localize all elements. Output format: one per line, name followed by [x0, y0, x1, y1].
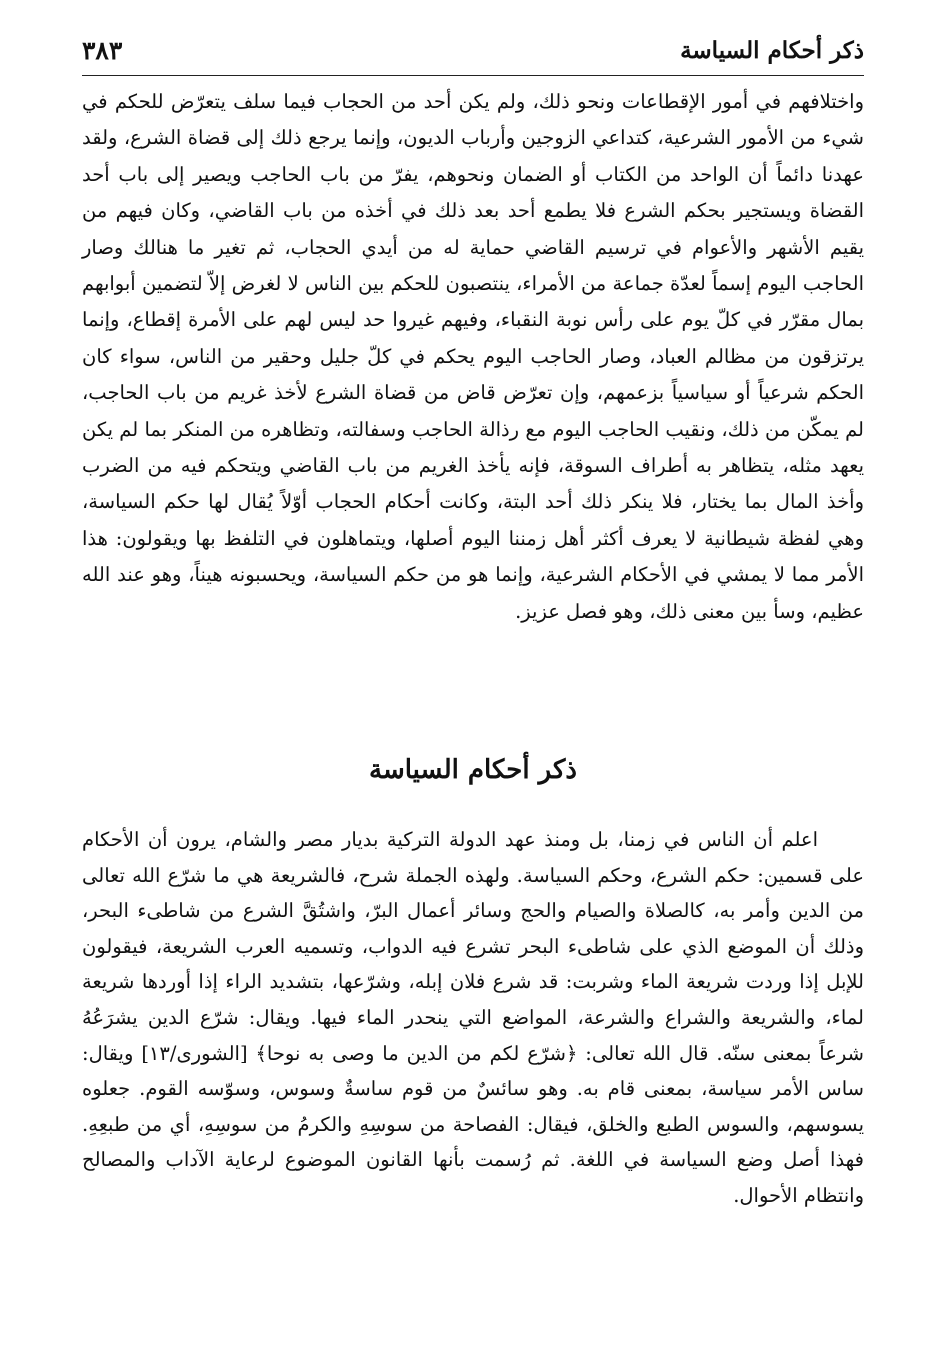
page-header	[82, 28, 864, 72]
section-title: ذكر أحكام السياسة	[369, 755, 577, 785]
body-paragraph-1: واختلافهم في أمور الإقطاعات ونحو ذلك، ولم يكن أحد من الحجاب فيما سلف يتعرّض للحكم في شيء من الأمور الشرعية، كتداعي الزوجين وأرباب الديون، وإنما يرجع ذلك إلى قضاة الشرع، ولقد عهدنا دائماً أن الواحد من الكتاب أو الضمان ونحوهم، يفرّ من باب الحاجب ويصير إلى باب أحد القضاة ويستجير بحكم الشرع فلا يطمع أحد بعد ذلك في أخذه من باب القاضي، وكان فيهم من يقيم الأشهر والأعوام في ترسيم القاضي حماية له من أيدي الحجاب، ثم تغير ما هنالك وصار الحاجب اليوم إسماً لعدّة جماعة من الأمراء، ينتصبون للحكم بين الناس لا لغرض إلاّ لتضمين أبوابهم بمال مقرّر في كلّ يوم على رأس نوبة النقباء، وفيهم غيروا حد ليس لهم على الأمرة إقطاع، وإنما يرتزقون من مظالم العباد، وصار الحاجب اليوم يحكم في كلّ جليل وحقير من الناس، سواء كان الحكم شرعياً أو سياسياً بزعمهم، وإن تعرّض قاض من قضاة الشرع لأخذ غريم من باب الحاجب، لم يمكّن من ذلك، ونقيب الحاجب اليوم مع رذالة الحاجب وسفالته، وتظاهره من المنكر بما لم يكن يعهد مثله، يتظاهر به أطراف السوقة، فإنه يأخذ الغريم من باب القاضي ويتحكم فيه من الضرب وأخذ المال بما يختار، فلا ينكر ذلك أحد البتة، وكانت أحكام الحجاب أوّلاً يُقال لها حكم السياسة، وهي لفظة شيطانية لا يعرف أكثر أهل زمننا اليوم أصلها، ويتماهلون في التلفظ بها ويقولون: هذا الأمر مما لا يمشي في الأحكام الشرعية، وإنما هو من حكم السياسة، ويحسبونه هيناً، وهو عند الله عظيم، وسأ بين معنى ذلك، وهو فصل عزيز.	[82, 90, 864, 623]
page-number: ٣٨٣	[82, 35, 123, 65]
header-rule	[82, 75, 864, 76]
body-paragraph-2: اعلم أن الناس في زمنا، بل ومنذ عهد الدولة التركية بديار مصر والشام، يرون أن الأحكام على قسمين: حكم الشرع، وحكم السياسة. ولهذه الجملة شرح، فالشريعة هي ما شرّع الله تعالى من الدين وأمر به، كالصلاة والصيام والحج وسائر أعمال البرّ، واشتُقَّ الشرع من شاطىء البحر، وذلك أن الموضع الذي على شاطىء البحر تشرع فيه الدواب، وتسميه العرب الشريعة، فيقولون للإبل إذا وردت شريعة الماء وشربت: قد شرع فلان إبله، وشرّعها، بتشديد الراء إذا أوردها شريعة لماء، والشريعة والشراع والشرعة، المواضع التي ينحدر الماء فيها. ويقال: شرّع الدين يشرَعُهُ شرعاً بمعنى سنّه. قال الله تعالى: ﴿شرّع لكم من الدين ما وصى به نوحا﴾ [الشورى/١٣] ويقال: ساس الأمر سياسة، بمعنى قام به. وهو سائسٌ من قوم ساسةٌ وسوس، وسوّسه القوم. جعلوه يسوسهم، والسوس الطبع والخلق، فيقال: الفصاحة من سوسِهِ والكرمُ من سوسِهِ، أي من طبعِهِ. فهذا أصل وضع السياسة في اللغة. ثم رُسمت بأنها القانون الموضوع لرعاية الآداب والمصالح وانتظام الأحوال.	[82, 828, 864, 1207]
running-title: ذكر أحكام السياسة	[680, 36, 864, 64]
